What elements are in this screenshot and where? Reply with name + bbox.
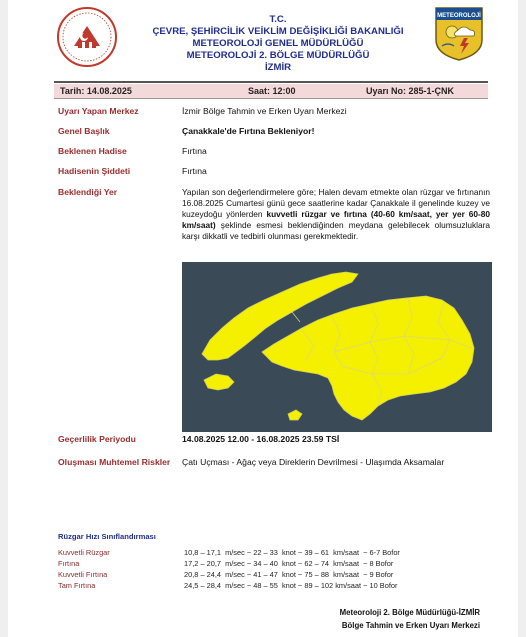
time-text: Saat: 12:00 bbox=[248, 86, 296, 96]
risks-label: Oluşması Muhtemel Riskler bbox=[58, 457, 171, 467]
header-directorate: METEOROLOJİ GENEL MÜDÜRLÜĞÜ bbox=[192, 38, 364, 49]
center-value: İzmir Bölge Tahmin ve Erken Uyarı Merkezi bbox=[182, 106, 347, 116]
title-value: Çanakkale'de Fırtına Bekleniyor! bbox=[182, 126, 315, 136]
meteorology-logo bbox=[434, 6, 484, 62]
signature-line-2: Bölge Tahmin ve Erken Uyarı Merkezi bbox=[341, 621, 480, 630]
meteorology-logo-text: METEOROLOJİ bbox=[437, 13, 481, 19]
wind-scale-name: Fırtına bbox=[58, 559, 80, 568]
info-bar bbox=[54, 84, 488, 98]
header-divider bbox=[54, 81, 488, 83]
description-part-1: Yapılan son değerlendirmelere göre; Halen devam etmekte olan rüzgar ve fırtınanın 16.08.2025 Cumartesi günü gece saatlerine kadar Çanakkale il genelinde kuzey ve kuzeydoğu yönlerden bbox=[182, 187, 490, 219]
description-paragraph bbox=[182, 187, 490, 242]
wind-scale-name: Kuvvetli Fırtına bbox=[58, 570, 108, 579]
signature-line-1: Meteoroloji 2. Bölge Müdürlüğü-İZMİR bbox=[339, 608, 480, 617]
event-value: Fırtına bbox=[182, 146, 207, 156]
severity-label: Hadisenin Şiddeti bbox=[58, 166, 131, 176]
wind-scale-value: 24,5 – 28,4 m/sec ~ 48 – 55 knot ~ 89 – 102 km/saat ~ 10 Bofor bbox=[184, 581, 398, 590]
warning-number: Uyarı No: 285-1-ÇNK bbox=[366, 86, 455, 96]
header-city: İZMİR bbox=[264, 62, 292, 73]
warning-document bbox=[8, 0, 518, 637]
gokceada-island bbox=[204, 374, 234, 390]
center-label: Uyarı Yapan Merkez bbox=[58, 106, 139, 116]
description-part-2: şeklinde esmesi beklendiğinden meydana gelebilecek olumsuzluklara karşı dikkatli ve tedbirli olunması gerekmektedir. bbox=[182, 220, 490, 241]
severity-value: Fırtına bbox=[182, 166, 207, 176]
info-divider bbox=[54, 98, 488, 99]
description-bold: kuvvetli rüzgar ve fırtına (40-60 km/saat, yer yer 60-80 km/saat) bbox=[182, 209, 490, 230]
period-label: Geçerlilik Periyodu bbox=[58, 434, 136, 444]
warning-map bbox=[182, 262, 492, 432]
location-label: Beklendiği Yer bbox=[58, 187, 118, 197]
wind-scale-value: 10,8 – 17,1 m/sec ~ 22 – 33 knot ~ 39 – 61 km/saat ~ 6-7 Bofor bbox=[184, 548, 400, 557]
risks-value: Çatı Uçması - Ağaç veya Direklerin Devrilmesi - Ulaşımda Aksamalar bbox=[182, 457, 445, 467]
title-label: Genel Başlık bbox=[58, 126, 110, 136]
wind-scale-name: Tam Fırtına bbox=[58, 581, 96, 590]
bozcaada-island bbox=[288, 410, 302, 420]
event-label: Beklenen Hadise bbox=[58, 146, 127, 156]
ministry-logo bbox=[56, 6, 118, 68]
wind-scale-title: Rüzgar Hızı Sınıflandırması bbox=[58, 532, 156, 541]
wind-scale-name: Kuvvetli Rüzgar bbox=[58, 548, 110, 557]
period-value: 14.08.2025 12.00 - 16.08.2025 23.59 TSİ bbox=[182, 434, 340, 444]
header-regional-directorate: METEOROLOJİ 2. BÖLGE MÜDÜRLÜĞÜ bbox=[186, 50, 370, 61]
canakkale-map bbox=[182, 262, 492, 432]
header-ministry: ÇEVRE, ŞEHİRCİLİK VEİKLİM DEĞİŞİKLİĞİ BAKANLIĞI bbox=[152, 26, 404, 37]
wind-scale-value: 20,8 – 24,4 m/sec ~ 41 – 47 knot ~ 75 – 88 km/saat ~ 9 Bofor bbox=[184, 570, 394, 579]
wind-scale-value: 17,2 – 20,7 m/sec ~ 34 – 40 knot ~ 62 – 74 km/saat ~ 8 Bofor bbox=[184, 559, 394, 568]
header-line-1: T.C. bbox=[269, 14, 287, 25]
date-text: Tarih: 14.08.2025 bbox=[60, 86, 132, 96]
